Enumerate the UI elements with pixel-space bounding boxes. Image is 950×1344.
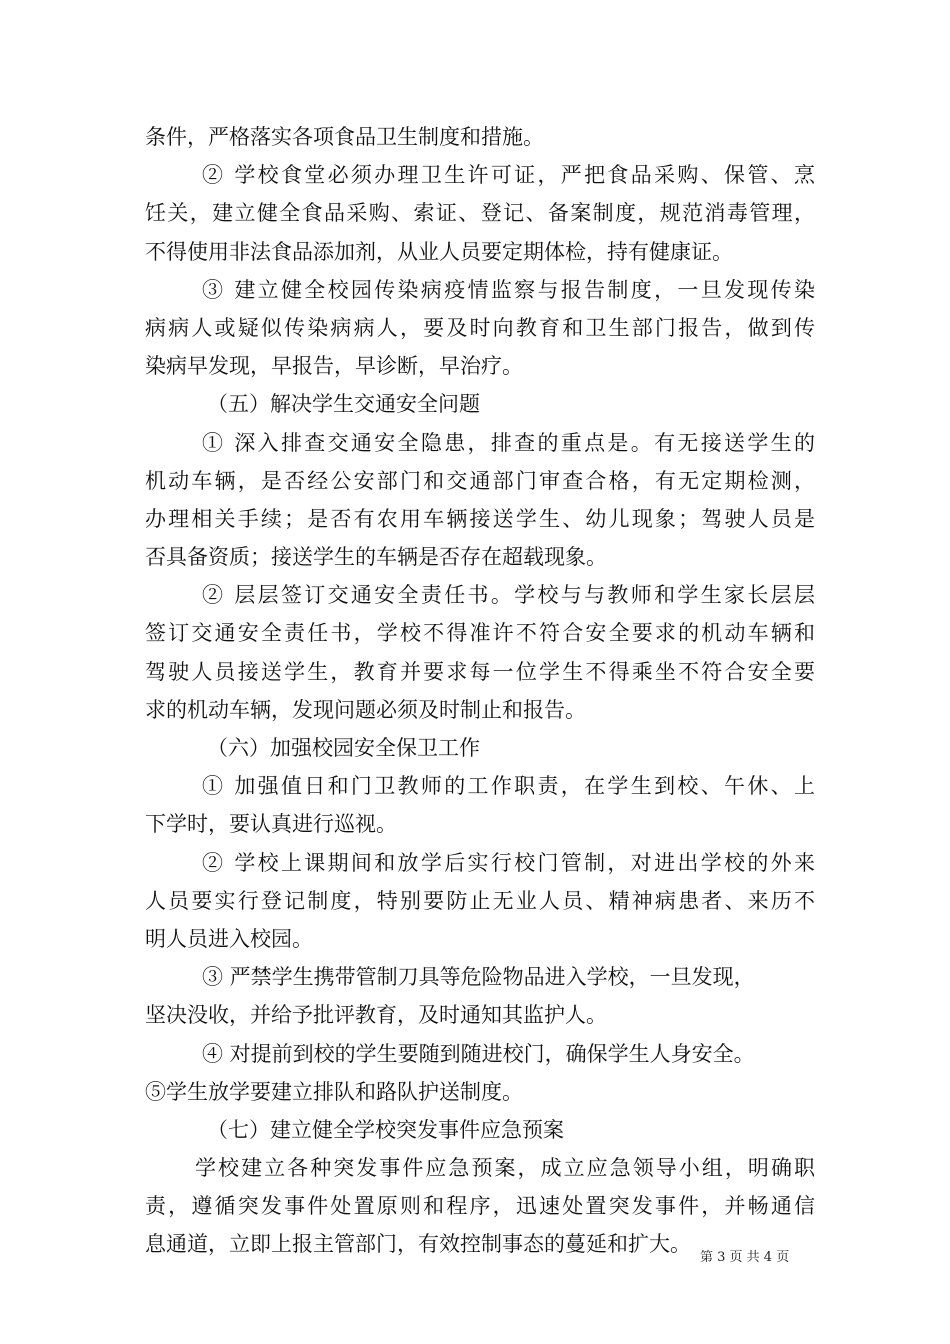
section-heading: （六）加强校园安全保卫工作 <box>207 736 480 760</box>
document-body <box>145 118 815 1264</box>
text-line: 人员要实行登记制度，特别要防止无业人员、精神病患者、来历不 <box>145 888 815 913</box>
text-line: 办理相关手续；是否有农用车辆接送学生、幼儿现象；驾驶人员是 <box>145 506 815 531</box>
text-line: 不得使用非法食品添加剂，从业人员要定期体检，持有健康证。 <box>145 239 733 264</box>
text-line: 息通道，立即上报主管部门，有效控制事态的蔓延和扩大。 <box>145 1232 691 1257</box>
text-line: ① 加强值日和门卫教师的工作职责，在学生到校、午休、上 <box>202 774 815 799</box>
text-line: 驾驶人员接送学生，教育并要求每一位学生不得乘坐不符合安全要 <box>145 659 815 684</box>
section-heading: （七）建立健全学校突发事件应急预案 <box>207 1117 564 1142</box>
text-line: 下学时，要认真进行巡视。 <box>145 812 397 837</box>
text-line: 学校建立各种突发事件应急预案，成立应急领导小组，明确职 <box>195 1156 815 1181</box>
text-line: 签订交通安全责任书，学校不得准许不符合安全要求的机动车辆和 <box>145 621 815 646</box>
text-line: 病病人或疑似传染病病人，要及时向教育和卫生部门报告，做到传 <box>145 315 815 340</box>
text-line: 否具备资质；接送学生的车辆是否存在超载现象。 <box>145 545 607 570</box>
text-line: 机动车辆，是否经公安部门和交通部门审查合格，有无定期检测， <box>145 468 815 493</box>
text-line: 求的机动车辆，发现问题必须及时制止和报告。 <box>145 697 586 722</box>
text-line: 饪关，建立健全食品采购、索证、登记、备案制度，规范消毒管理， <box>145 201 815 226</box>
text-line: ② 学校食堂必须办理卫生许可证，严把食品采购、保管、烹 <box>202 163 815 188</box>
text-line: ① 深入排查交通安全隐患，排查的重点是。有无接送学生的 <box>202 430 815 455</box>
section-heading: （五）解决学生交通安全问题 <box>207 392 480 417</box>
text-line: ② 学校上课期间和放学后实行校门管制，对进出学校的外来 <box>202 850 815 875</box>
text-line: ④ 对提前到校的学生要随到随进校门，确保学生人身安全。 <box>202 1041 755 1066</box>
page-number: 第 3 页 共 4 页 <box>700 1250 790 1265</box>
text-line: 责，遵循突发事件处置原则和程序，迅速处置突发事件，并畅通信 <box>145 1194 815 1219</box>
text-line: ③ 严禁学生携带管制刀具等危险物品进入学校，一旦发现， <box>202 965 755 990</box>
text-line: 坚决没收，并给予批评教育，及时通知其监护人。 <box>145 1003 607 1028</box>
text-line: 染病早发现，早报告，早诊断，早治疗。 <box>145 354 523 379</box>
text-line: 条件，严格落实各项食品卫生制度和措施。 <box>145 125 544 149</box>
text-line: ② 层层签订交通安全责任书。学校与与教师和学生家长层层 <box>202 583 815 608</box>
text-line: ③ 建立健全校园传染病疫情监察与报告制度，一旦发现传染 <box>202 277 815 302</box>
text-line: 明人员进入校园。 <box>145 926 313 951</box>
text-line: ⑤学生放学要建立排队和路队护送制度。 <box>145 1079 523 1104</box>
